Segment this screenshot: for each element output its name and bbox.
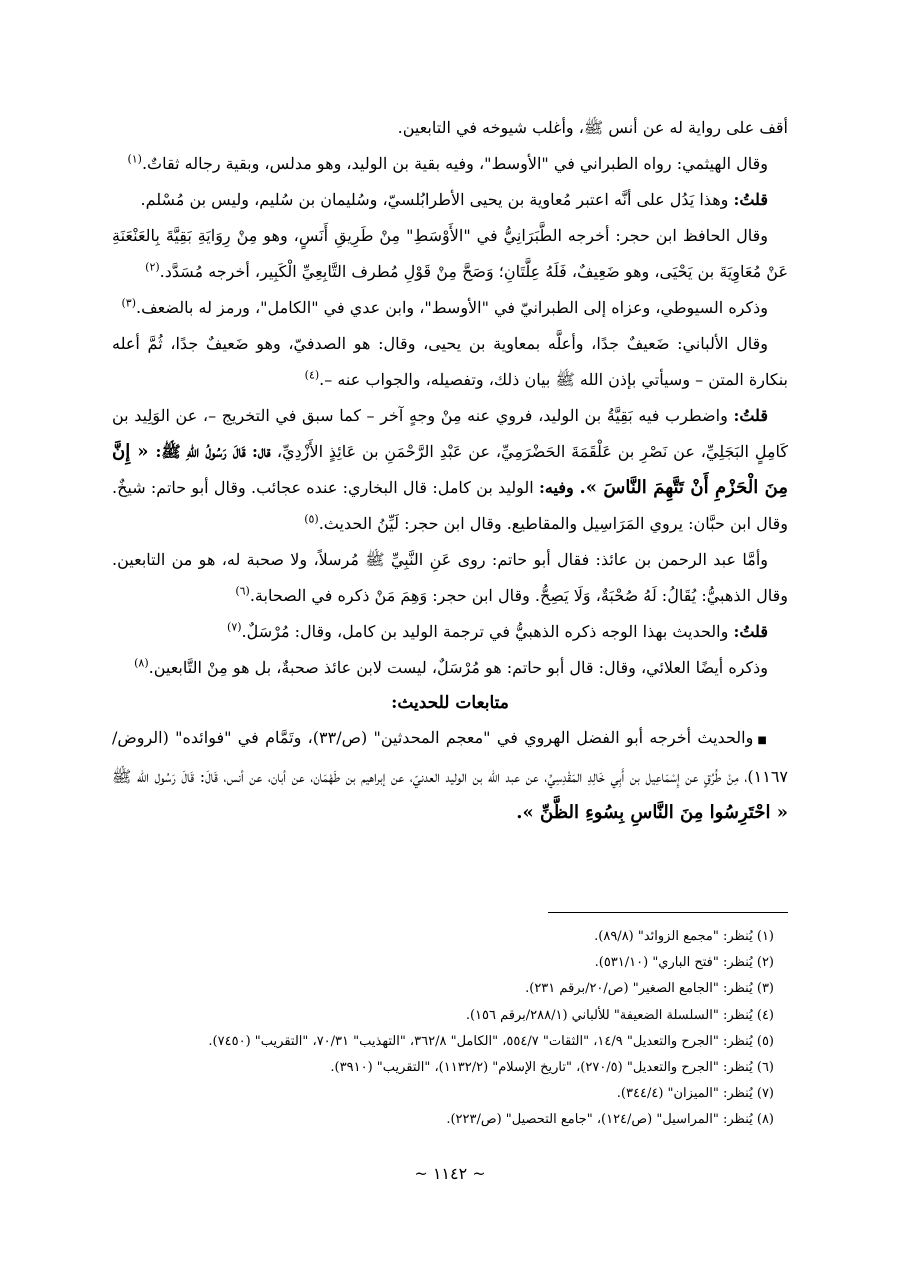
footnote-ref: (٦) [235,584,250,598]
bullet-paragraph: ■والحديث أخرجه أبو الفضل الهروي في "معجم المحدثين" (ص/٣٣)، وتَمَّام في "فوائده" (الروض/١١٦٧)، مِنْ طُرُقٍ عن إِسْمَاعِيل بن أَبِي خَالِدِ المَقْدِسِيِّ، عن عبد الله بن الوليد العدنيّ، عن إبراهيم بن طَهْمَان، عن أبان، عن أنس، قَالَ: قَالَ رَسُول الله ﷺ « احْتَرِسُوا مِنَ النَّاسِ بِسُوءِ الظَّنِّ ». [112,728,788,823]
paragraph: أقف على رواية له عن أنس ﷺ، وأغلب شيوخه في التابعين. [397,118,788,137]
paragraph: وقال الألباني: ضَعيفٌ جدًا، وأعلَّه بمعاوية بن يحيى، وقال: هو الصدفيّ، وهو ضَعيفٌ جدًا، ثُمَّ أعله بنكارة المتن – وسيأتي بإذن الله ﷺ بيان ذلك، وتفصيله، والجواب عنه –.$^{(٤)}$ [112,334,788,389]
footnote: (٧) يُنظر: "الميزان" (٣٤٤/٤). [616,1086,774,1102]
paragraph: وأمَّا عبد الرحمن بن عائذ: فقال أبو حاتم: روى عَنِ النَّبِيِّ ﷺ مُرسلاً، ولا صحبة له، هو من التابعين. وقال الذهبيُّ: يُقَالُ: لَهُ صُحْبَةٌ، وَلَا يَصِحُّ. وقال ابن حجر: وَهِمَ مَنْ ذكره في الصحابة.$^{(٦)}$ [112,550,788,605]
paragraph: وذكره السيوطي، وعزاه إلى الطبرانيّ في "الأوسط"، وابن عدي في "الكامل"، ورمز له بالضعف.$^{(٣)}$ [121,296,768,317]
paragraph: وذكره أيضًا العلائي، وقال: قال أبو حاتم: هو مُرْسَلٌ، ليست لابن عائذ صحبةٌ، بل هو مِنْ التَّابعين.$^{(٨)}$ [134,656,768,677]
footnote-ref: (٢) [145,260,160,274]
body-text [112,110,788,831]
paragraph: قلتُ: وهذا يَدُل على أنَّه اعتبر مُعاوية بن يحيى الأطرابُلسيّ، وسُليمان بن سُليم، وليس بن مُسْلم. [140,190,768,209]
footnote: (١) يُنظر: "مجمع الزوائد" (٨٩/٨). [594,929,774,944]
footnote-ref: (٤) [304,368,320,382]
footnote-ref: (٧) [227,620,242,634]
hadith-text: « احْتَرِسُوا مِنَ النَّاسِ بِسُوءِ الظَّنِّ ». [516,802,788,823]
footnote: (٢) يُنظر: "فتح الباري" (٥٣١/١٠). [594,955,774,971]
square-bullet-icon: ■ [757,735,769,746]
page-number: ~ ١١٤٢ ~ [414,1164,486,1183]
hadith-text: « إِنَّ مِنَ الْحَزْمِ أَنْ تَتَّهِمَ النَّاسَ ». [112,441,788,498]
footnote: (٥) يُنظر: "الجرح والتعديل" ١٤/٩، "الثقات" ٥٥٤/٧، "الكامل" ٣٦٢/٨، "التهذيب" ٧٠/٣١، "التقريب" (٧٤٥٠). [208,1033,774,1049]
footnote: (٦) يُنظر: "الجرح والتعديل" (٢٧٠/٥)، "تاريخ الإسلام" (١١٣٢/٢)، "التقريب" (٣٩١٠). [330,1060,774,1076]
footnote-divider [548,912,788,913]
paragraph: قلتُ: والحديث بهذا الوجه ذكره الذهبيُّ في ترجمة الوليد بن كامل، وقال: مُرْسَلٌ.$^{(٧)}$ [227,620,768,641]
footnote: (٤) يُنظر: "السلسلة الضعيفة" للألباني (٢٨٨/١/برقم ١٥٦). [465,1007,774,1023]
footnote: (٨) يُنظر: "المراسيل" (ص/١٢٤)، "جامع التحصيل" (ص/٢٢٣). [446,1112,774,1128]
footnote-ref: (١) [127,152,142,166]
section-title: متابعات للحديث: [391,693,509,713]
paragraph: وقال الحافظ ابن حجر: أخرجه الطَّبَرَانِيُّ في "الأَوْسَطِ" مِنْ طَرِيقِ أَنَسٍ، وهو مِنْ رِوَايَةِ بَقِيَّةَ بِالعَنْعَنَةِ عَنْ مُعَاوِيَةَ بن يَحْيَى، وهو ضَعِيفٌ، فَلَهُ عِلَّتَانِ؛ وَصَحَّ مِنْ قَوْلِ مُطرف التَّابِعِيِّ الْكَبِير، أخرجه مُسَدَّد.$^{(٢)}$ [112,226,788,281]
footnote-ref: (٨) [134,656,149,670]
paragraph: وقال الهيثمي: رواه الطبراني في "الأوسط"، وفيه بقية بن الوليد، وهو مدلس، وبقية رجاله ثقاتٌ.$^{(١)}$ [127,152,768,173]
footnote: (٣) يُنظر: "الجامع الصغير" (ص/٢٠/برقم ٢٣١). [525,981,774,997]
footnote-ref: (٥) [304,512,319,526]
paragraph: قلتُ: واضطرب فيه بَقِيَّةُ بن الوليد، فروي عنه مِنْ وجهٍ آخر – كما سبق في التخريج –، عن الوَلِيد بن كَامِلٍ البَجَلِيِّ، عن نَصْرِ بن عَلْقَمَةَ الحَضْرَمِيِّ، عن عَبْدِ الرَّحْمَنِ بن عَائِذٍ الأَزْدِيِّ، قال: قَالَ رَسُولُ اللهِ ﷺ: « إِنَّ مِنَ الْحَزْمِ أَنْ تَتَّهِمَ النَّاسَ ». وفيه: الوليد بن كامل: قال البخاري: عنده عجائب. وقال أبو حاتم: شيخٌ. وقال ابن حبَّان: يروي المَرَاسِيل والمقاطيع. وقال ابن حجر: لَيِّنُ الحديث.$^{(٥)}$ [112,406,788,533]
footnote-ref: (٣) [121,296,136,310]
footnotes [112,924,788,1134]
